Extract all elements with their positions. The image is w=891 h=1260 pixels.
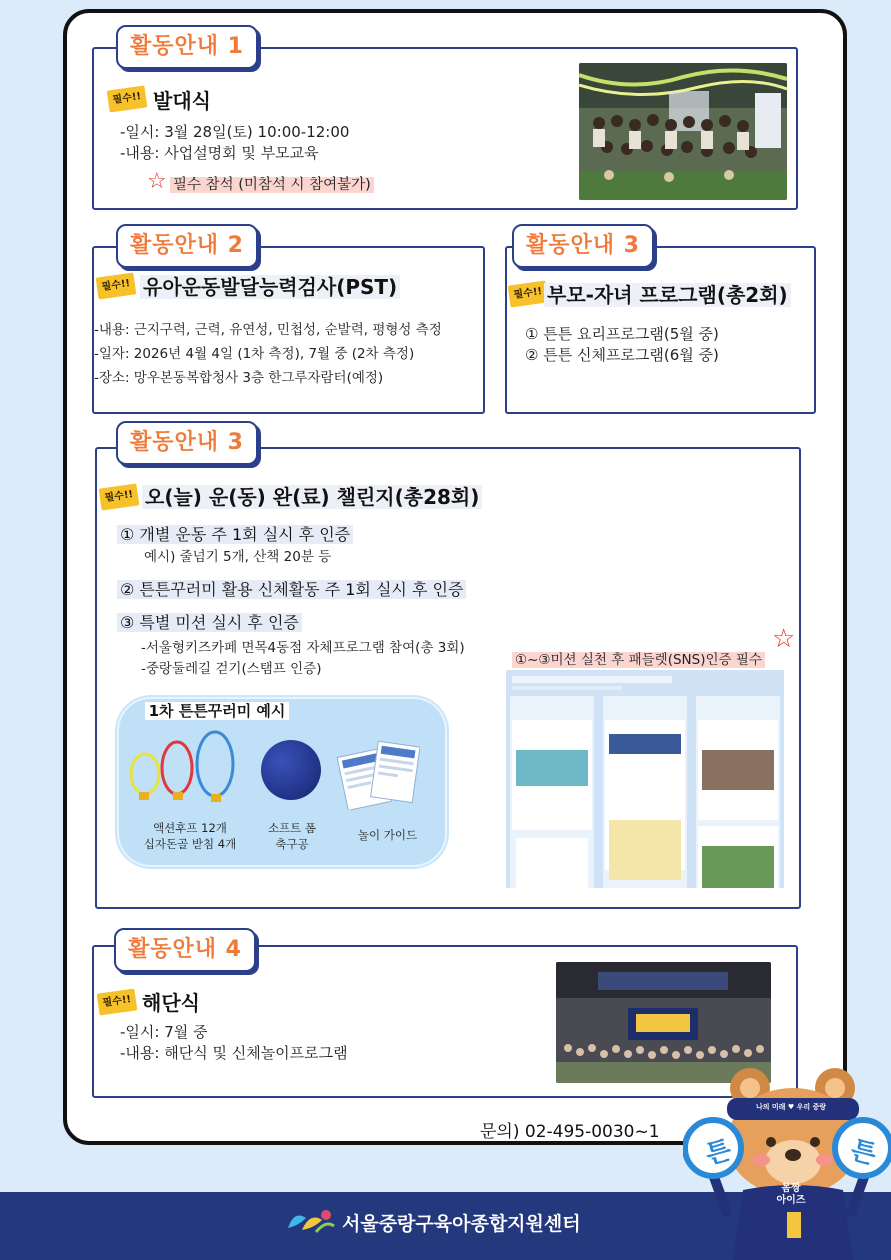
- mascot-shirt-text: 몸짱 아이즈: [776, 1183, 806, 1206]
- required-badge: 필수!!: [107, 85, 148, 112]
- section-4-line-1: -일시: 7월 중: [120, 1023, 208, 1041]
- section-1-line-2: -내용: 사업설명회 및 부모교육: [120, 144, 319, 162]
- mission-item-1-example: 예시) 줄넘기 5개, 산책 20분 등: [144, 549, 332, 565]
- mascot-sign-right: 튼: [847, 1135, 880, 1171]
- star-icon: ☆: [772, 624, 796, 654]
- mission-item-1: ① 개별 운동 주 1회 실시 후 인증: [117, 522, 353, 545]
- star-icon: ☆: [147, 169, 167, 194]
- mission-item-3-sub-1: -서울형키즈카페 면목4동점 자체프로그램 참여(총 3회): [141, 640, 465, 656]
- mission-item-2: ② 튼튼꾸러미 활용 신체활동 주 1회 실시 후 인증: [117, 577, 466, 600]
- section-1-note: 필수 참석 (미참석 시 참여불가): [170, 173, 374, 194]
- kit-item-ball-label: 소프트 폼 축구공: [267, 821, 317, 851]
- section-4-title: 해단식: [142, 991, 200, 1015]
- section-3b-tab: 활동안내 3: [116, 421, 258, 465]
- section-3b-title: 오(늘) 운(동) 완(료) 챌린지(총28회): [142, 481, 482, 510]
- section-2-line-2: -일자: 2026년 4월 4일 (1차 측정), 7월 중 (2차 측정): [94, 346, 415, 362]
- kit-item-hoop-label: 액션후프 12개 십자돈골 받침 4개: [143, 821, 237, 851]
- required-badge: 필수!!: [97, 988, 138, 1015]
- required-badge: 필수!!: [96, 272, 137, 299]
- contact-info: 문의) 02-495-0030~1: [480, 1122, 660, 1142]
- padlet-screenshot: [506, 670, 784, 888]
- hoop-icon: [125, 728, 240, 808]
- required-badge: 필수!!: [508, 280, 549, 307]
- section-1-title: 발대식: [153, 89, 211, 113]
- org-logo-icon: [284, 1206, 336, 1236]
- sns-note: ①~③미션 실천 후 패들렛(SNS)인증 필수: [512, 648, 765, 668]
- required-badge: 필수!!: [99, 483, 140, 510]
- section-2-tab: 활동안내 2: [116, 224, 258, 268]
- mission-item-3: ③ 특별 미션 실시 후 인증: [117, 610, 302, 633]
- section-3a-line-2: ② 튼튼 신체프로그램(6월 중): [525, 346, 719, 364]
- section-3a-title: 부모-자녀 프로그램(총2회): [544, 279, 791, 308]
- soccer-ball-icon: [261, 740, 321, 800]
- section-1-tab: 활동안내 1: [116, 25, 258, 69]
- mascot-sign-left: 튼: [702, 1135, 735, 1171]
- launch-ceremony-photo: [579, 63, 787, 200]
- kit-example-title: 1차 튼튼꾸러미 예시: [87, 700, 347, 721]
- mascot-headband-text: 나의 미래 ♥ 우리 중랑: [755, 1103, 827, 1111]
- section-4-line-2: -내용: 해단식 및 신체놀이프로그램: [120, 1044, 348, 1062]
- section-2-line-3: -장소: 망우본동복합청사 3층 한그루자람터(예정): [94, 370, 384, 386]
- section-2-line-1: -내용: 근지구력, 근력, 유연성, 민첩성, 순발력, 평형성 측정: [94, 322, 442, 338]
- play-guide-icon: [336, 738, 420, 810]
- mission-item-3-sub-2: -중랑둘레길 걷기(스탬프 인증): [141, 661, 322, 677]
- section-1-line-1: -일시: 3월 28일(토) 10:00-12:00: [120, 123, 350, 141]
- section-3a-line-1: ① 튼튼 요리프로그램(5월 중): [525, 325, 719, 343]
- section-4-tab: 활동안내 4: [114, 928, 256, 972]
- section-3a-tab: 활동안내 3: [512, 224, 654, 268]
- section-2-title: 유아운동발달능력검사(PST): [140, 271, 400, 300]
- kit-item-guide-label: 놀이 가이드: [357, 828, 418, 842]
- org-name: 서울중랑구육아종합지원센터: [342, 1213, 581, 1235]
